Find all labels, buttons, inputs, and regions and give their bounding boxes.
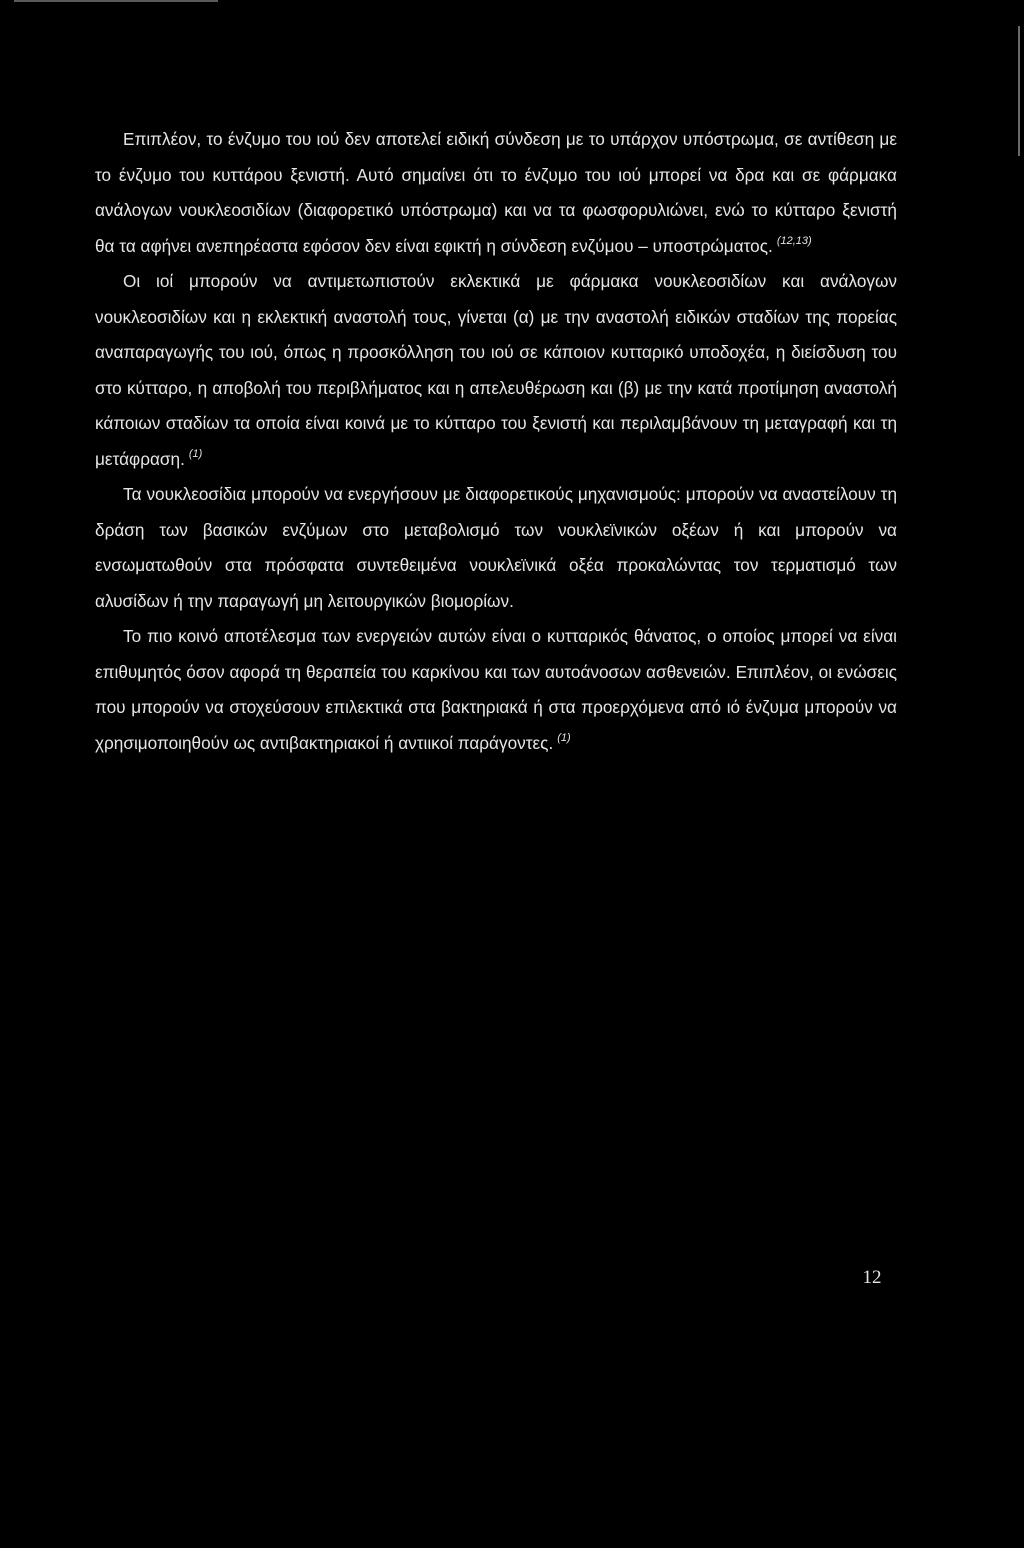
scan-edge-top	[14, 0, 218, 2]
paragraph	[95, 122, 897, 264]
paragraph	[95, 477, 897, 619]
paragraph-text: Επιπλέον, το ένζυμο του ιού δεν αποτελεί ειδική σύνδεση με το υπάρχον υπόστρωμα, σε αντίθεση με το ένζυμο του κυττάρου ξενιστή. Αυτό σημαίνει ότι το ένζυμο του ιού μπορεί να δρα και σε φάρμακα ανάλογων νουκλεοσιδίων (διαφορετικό υπόστρωμα) και να τα φωσφορυλιώνει, ενώ το κύτταρο ξενιστή θα τα αφήνει ανεπηρέαστα εφόσον δεν είναι εφικτή η σύνδεση ενζύμου – υποστρώματος.	[95, 129, 897, 256]
paragraph	[95, 264, 897, 477]
citation-marker: (1)	[188, 447, 203, 460]
paragraph-text: Το πιο κοινό αποτέλεσμα των ενεργειών αυτών είναι ο κυτταρικός θάνατος, ο οποίος μπορεί να είναι επιθυμητός όσον αφορά τη θεραπεία του καρκίνου και των αυτοάνοσων ασθενειών. Επιπλέον, οι ενώσεις που μπορούν να στοχεύσουν επιλεκτικά στα βακτηριακά ή στα προερχόμενα από ιό ένζυμα μπορούν να χρησιμοποιηθούν ως αντιβακτηριακοί ή αντιικοί παράγοντες.	[95, 626, 897, 753]
page-number: 12	[862, 1267, 882, 1288]
paragraph	[95, 619, 897, 761]
citation-marker: (12,13)	[776, 234, 812, 247]
paragraph-text: Οι ιοί μπορούν να αντιμετωπιστούν εκλεκτικά με φάρμακα νουκλεοσιδίων και ανάλογων νουκλεοσιδίων και η εκλεκτική αναστολή τους, γίνεται (α) με την αναστολή ειδικών σταδίων της πορείας αναπαραγωγής του ιού, όπως η προσκόλληση του ιού σε κάποιον κυτταρικό υποδοχέα, η διείσδυση του στο κύτταρο, η αποβολή του περιβλήματος και η απελευθέρωση και (β) με την κατά προτίμηση αναστολή κάποιων σταδίων τα οποία είναι κοινά με το κύτταρο του ξενιστή και περιλαμβάνουν τη μεταγραφή και τη μετάφραση.	[95, 271, 897, 469]
paragraph-text: Τα νουκλεοσίδια μπορούν να ενεργήσουν με διαφορετικούς μηχανισμούς: μπορούν να αναστείλουν τη δράση των βασικών ενζύμων στο μεταβολισμό των νουκλεϊνικών οξέων ή και μπορούν να ενσωματωθούν στα πρόσφατα συντεθειμένα νουκλεϊνικά οξέα προκαλώντας τον τερματισμό των αλυσίδων ή την παραγωγή μη λειτουργικών βιομορίων.	[95, 484, 897, 611]
citation-marker: (1)	[557, 731, 571, 744]
scan-edge-right	[1018, 26, 1020, 156]
document-body	[95, 122, 897, 761]
